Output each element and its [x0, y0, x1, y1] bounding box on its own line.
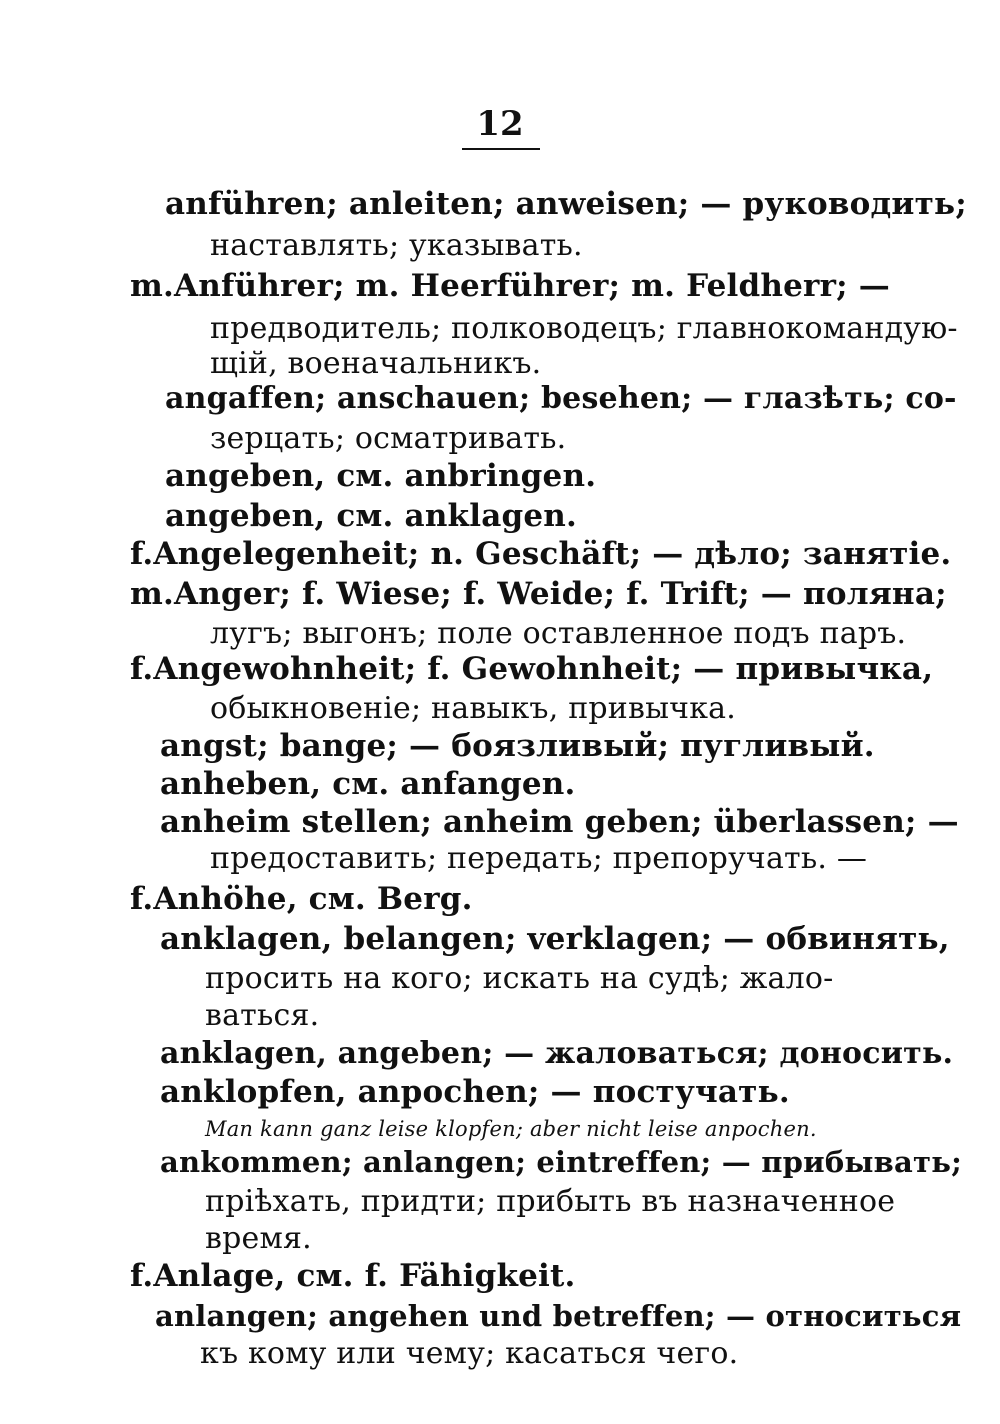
entry-line: angeben, см. anklagen. [165, 498, 578, 534]
entry-line: пріѣхать, придти; прибыть въ назначенное [205, 1184, 896, 1219]
page-number-rule [462, 148, 540, 150]
entry-line: зерцать; осматривать. [210, 421, 567, 456]
page-number: 12 [476, 104, 524, 144]
entry-line: f.Angelegenheit; n. Geschäft; — дѣло; занятіе. [130, 536, 952, 572]
entry-line: щій, военачальникъ. [210, 346, 542, 381]
entry-line: angeben, см. anbringen. [165, 458, 597, 494]
entry-line: anheben, см. anfangen. [160, 766, 576, 802]
entry-line: anlangen; angehen und betreffen; — относиться [155, 1299, 962, 1333]
entry-line: лугъ; выгонъ; поле оставленное подъ паръ. [210, 616, 907, 651]
entry-line: f.Angewohnheit; f. Gewohnheit; — привычка, [130, 651, 934, 687]
entry-line: m.Anführer; m. Heerführer; m. Feldherr; — [130, 268, 890, 304]
entry-line: f.Anhöhe, см. Berg. [130, 881, 473, 917]
entry-line: предоставить; передать; препоручать. — [210, 841, 868, 876]
entry-line: angst; bange; — боязливый; пугливый. [160, 728, 875, 764]
entry-line: время. [205, 1221, 312, 1256]
entry-line: f.Anlage, см. f. Fähigkeit. [130, 1258, 576, 1294]
entry-line: m.Anger; f. Wiese; f. Weide; f. Trift; — поляна; [130, 576, 947, 612]
entry-line: angaffen; anschauen; besehen; — глазѣть; со- [165, 381, 957, 416]
entry-line: anführen; anleiten; anweisen; — руководить; [165, 186, 967, 222]
entry-line: къ кому или чему; касаться чего. [200, 1336, 739, 1371]
entry-line: anheim stellen; anheim geben; überlassen; — [160, 804, 959, 840]
example-sentence: Man kann ganz leise klopfen; aber nicht leise anpochen. [205, 1117, 817, 1141]
entry-line: обыкновеніе; навыкъ, привычка. [210, 691, 736, 726]
entry-line: просить на кого; искать на судѣ; жало- [205, 961, 834, 996]
entry-line: anklagen, belangen; verklagen; — обвинять, [160, 921, 950, 957]
entry-line: ваться. [205, 998, 320, 1033]
entry-line: anklopfen, anpochen; — постучать. [160, 1074, 790, 1110]
entry-line: предводитель; полководецъ; главнокомандую- [210, 311, 958, 346]
entry-line: наставлять; указывать. [210, 228, 583, 263]
entry-line: ankommen; anlangen; eintreffen; — прибывать; [160, 1145, 962, 1179]
entry-line: anklagen, angeben; — жаловаться; доносить. [160, 1036, 954, 1071]
